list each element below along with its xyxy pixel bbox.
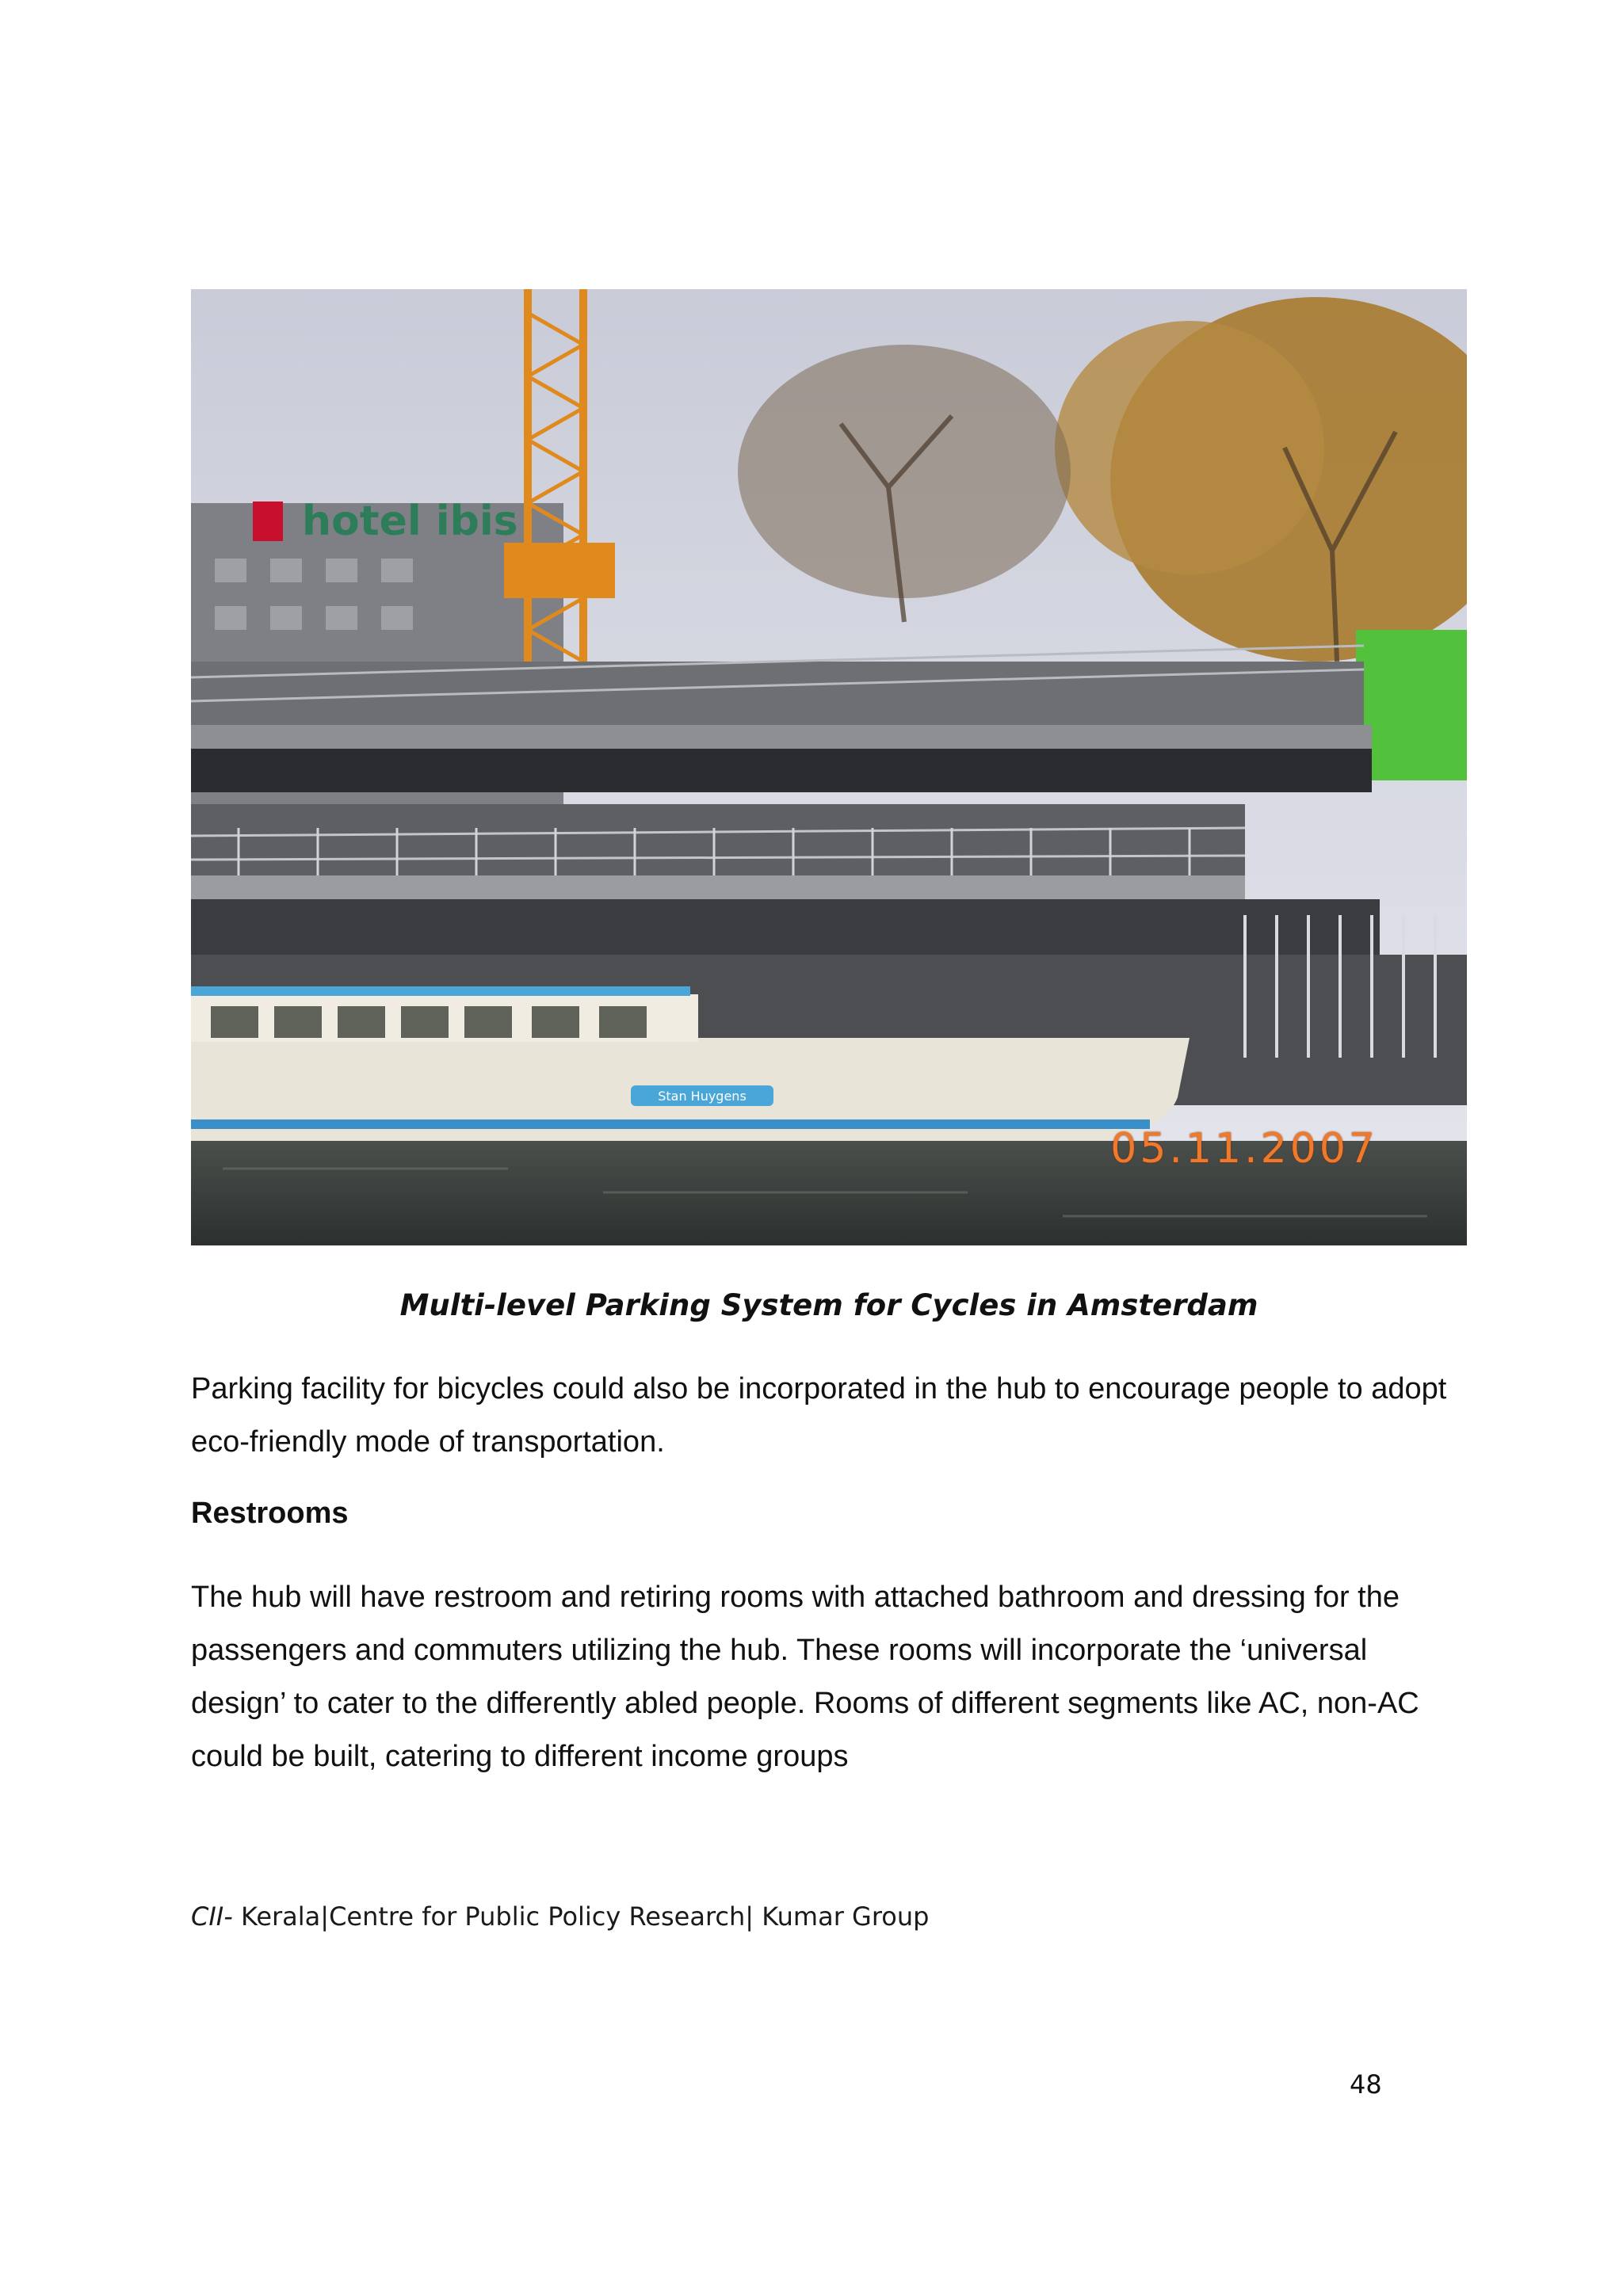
page-number: 48: [1350, 2069, 1382, 2100]
boat-name-text: Stan Huygens: [658, 1089, 747, 1104]
photo-date-stamp: 05.11.2007: [1110, 1125, 1378, 1173]
bicycle-parking-photo: [191, 289, 1467, 1245]
footer-organizations: Kerala|Centre for Public Policy Research| Kumar Group: [232, 1901, 930, 1932]
paragraph-restrooms: The hub will have restroom and retiring rooms with attached bathroom and dressing for the passengers and commuters utilizing the hub. These rooms will incorporate the ‘universal design’ to cater to the differently abled people. Rooms of different segments like AC, non-AC could be built, catering to different income groups: [191, 1581, 1419, 1773]
hotel-sign-text: hotel ibis: [302, 498, 518, 545]
paragraph-bicycle-parking: Parking facility for bicycles could also be incorporated in the hub to encourage people to adopt eco-friendly mode of transportation.: [191, 1372, 1447, 1459]
figure-caption: Multi-level Parking System for Cycles in Amsterdam: [399, 1288, 1258, 1322]
footer-cii: CII-: [191, 1901, 233, 1932]
section-heading-restrooms: Restrooms: [191, 1497, 349, 1530]
page-footer: [191, 1901, 929, 1932]
